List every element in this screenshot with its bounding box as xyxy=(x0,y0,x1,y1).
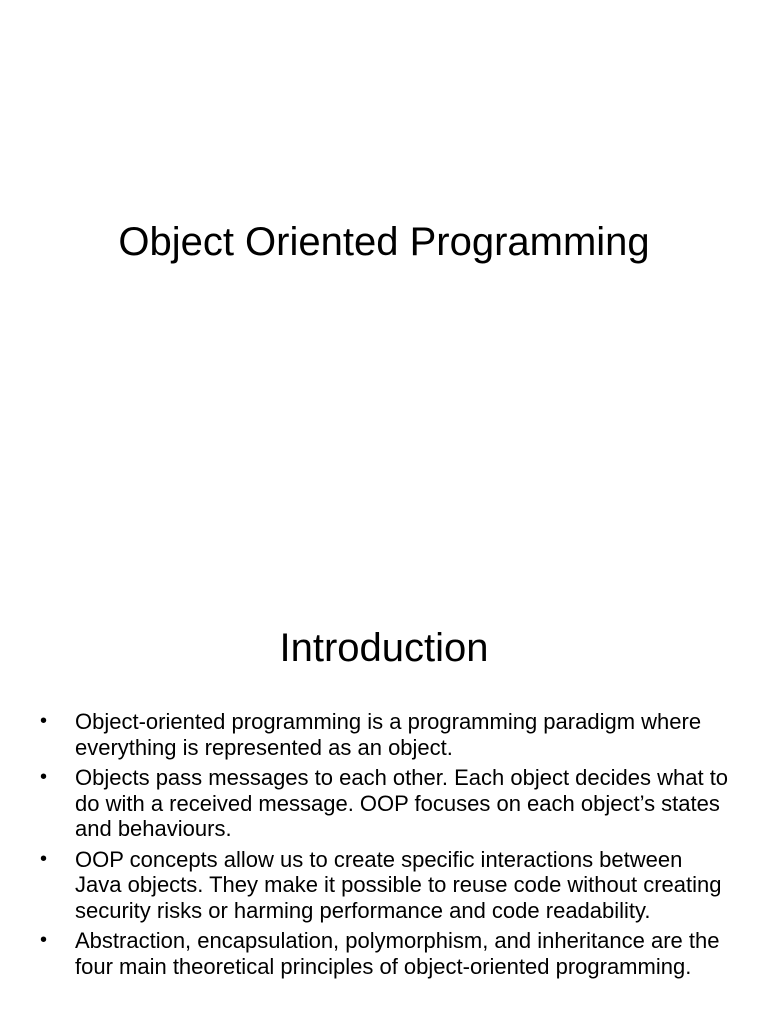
bullet-dot-icon: • xyxy=(40,710,48,732)
bullet-item xyxy=(40,709,730,760)
introduction-slide xyxy=(0,576,768,1024)
slide-heading: Introduction xyxy=(279,626,489,670)
bullet-item xyxy=(40,847,730,924)
bullet-text: Objects pass messages to each other. Each object decides what to do with a received message. OOP focuses on each object’s states and behaviours. xyxy=(75,765,729,841)
bullet-dot-icon: • xyxy=(40,929,48,951)
bullet-item xyxy=(40,928,730,979)
bullet-dot-icon: • xyxy=(40,766,48,788)
bullet-list xyxy=(40,709,730,984)
bullet-item xyxy=(40,765,730,842)
bullet-text: Object-oriented programming is a programming paradigm where everything is represented as an object. xyxy=(75,709,702,760)
bullet-text: OOP concepts allow us to create specific interactions between Java objects. They make it possible to reuse code without creating security risks or harming performance and code readability. xyxy=(75,846,722,923)
bullet-text: Abstraction, encapsulation, polymorphism, and inheritance are the four main theoretical principles of object-oriented programming. xyxy=(75,928,720,979)
slide-title: Object Oriented Programming xyxy=(118,220,650,264)
bullet-dot-icon: • xyxy=(40,847,48,870)
